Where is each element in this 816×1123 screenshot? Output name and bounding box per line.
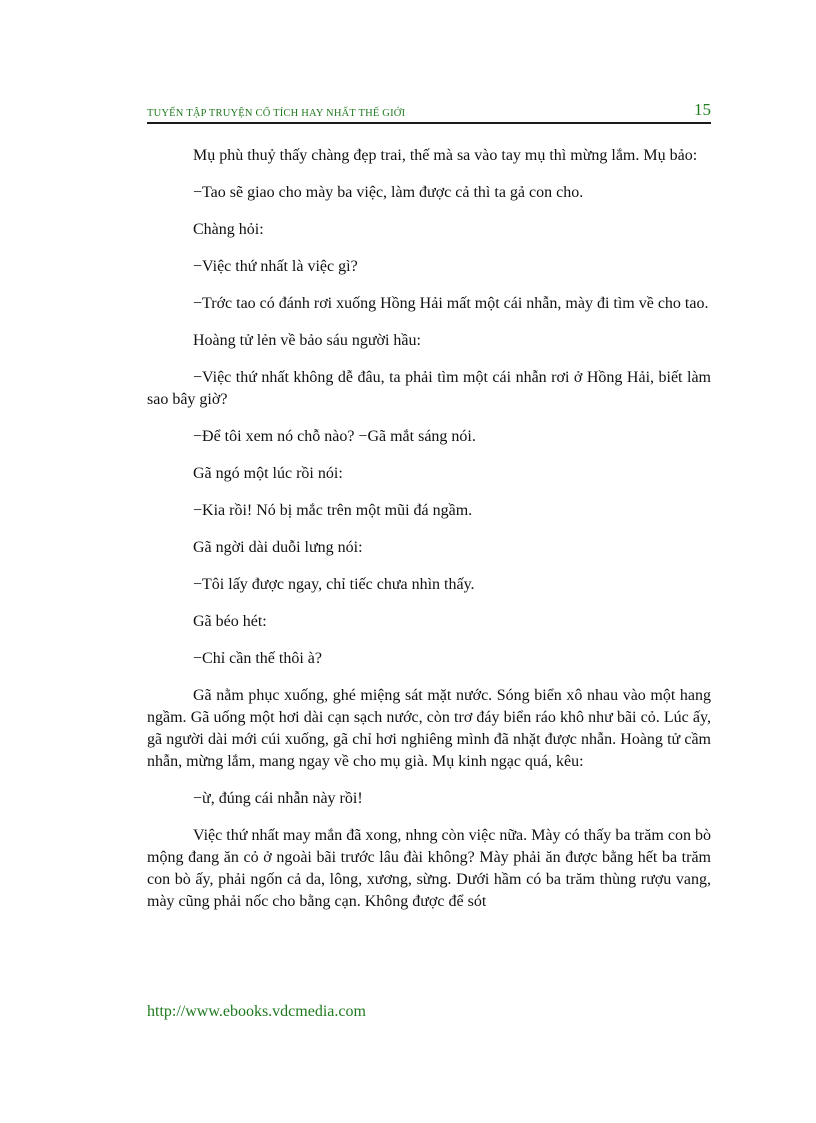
dialog-line: −Kia rồi! Nó bị mắc trên một mũi đá ngầm.	[193, 502, 473, 519]
paragraph: Gã ngời dài duỗi lưng nói:	[193, 539, 363, 556]
paragraph: Gã béo hét:	[193, 613, 267, 630]
dialog-line: −Trớc tao có đánh rơi xuống Hồng Hải mất một cái nhẫn, mày đi tìm về cho tao.	[193, 295, 709, 312]
paragraph: Mụ phù thuỷ thấy chàng đẹp trai, thế mà sa vào tay mụ thì mừng lắm. Mụ bảo:	[193, 147, 698, 164]
header-title: TUYỂN TẬP TRUYỆN CỔ TÍCH HAY NHẤT THẾ GIỚI	[147, 108, 406, 119]
dialog-line: −Việc thứ nhất không dễ đâu, ta phải tìm một cái nhẫn rơi ở Hồng Hải, biết làm sao bây giờ?	[147, 369, 711, 408]
paragraph: Hoàng tử lẻn về bảo sáu người hầu:	[193, 332, 421, 349]
story-body	[147, 145, 711, 928]
dialog-line: −Việc thứ nhất là việc gì?	[193, 258, 358, 275]
dialog-line: −ừ, đúng cái nhẫn này rồi!	[193, 790, 363, 807]
dialog-line: −Tôi lấy được ngay, chỉ tiếc chưa nhìn thấy.	[193, 576, 475, 593]
dialog-line: −Chỉ cần thế thôi à?	[193, 650, 322, 667]
paragraph: Chàng hỏi:	[193, 221, 264, 238]
paragraph: Gã ngó một lúc rồi nói:	[193, 465, 343, 482]
page-header	[147, 100, 711, 124]
paragraph: Gã nằm phục xuống, ghé miệng sát mặt nước. Sóng biển xô nhau vào một hang ngầm. Gã uống một hơi dài cạn sạch nước, còn trơ đáy biển ráo khô như bãi cỏ. Lúc ấy, gã người dài mới cúi xuống, gã chỉ hơi nghiêng mình đã nhặt được nhẫn. Hoàng tử cầm nhẫn, mừng lắm, mang ngay về cho mụ già. Mụ kinh ngạc quá, kêu:	[147, 687, 711, 770]
dialog-line: −Để tôi xem nó chỗ nào? −Gã mắt sáng nói.	[193, 428, 476, 445]
footer-website-link[interactable]: http://www.ebooks.vdcmedia.com	[147, 1003, 366, 1020]
dialog-line: −Tao sẽ giao cho mày ba việc, làm được cả thì ta gả con cho.	[193, 184, 584, 201]
page-number: 15	[694, 100, 711, 119]
paragraph: Việc thứ nhất may mắn đã xong, nhng còn việc nữa. Mày có thấy ba trăm con bò mộng đang ăn cỏ ở ngoài bãi trước lâu đài không? Mày phải ăn được bằng hết ba trăm con bò ấy, phải ngốn cả da, lông, xương, sừng. Dưới hầm có ba trăm thùng rượu vang, mày cũng phải nốc cho bằng cạn. Không được để sót	[147, 827, 711, 910]
